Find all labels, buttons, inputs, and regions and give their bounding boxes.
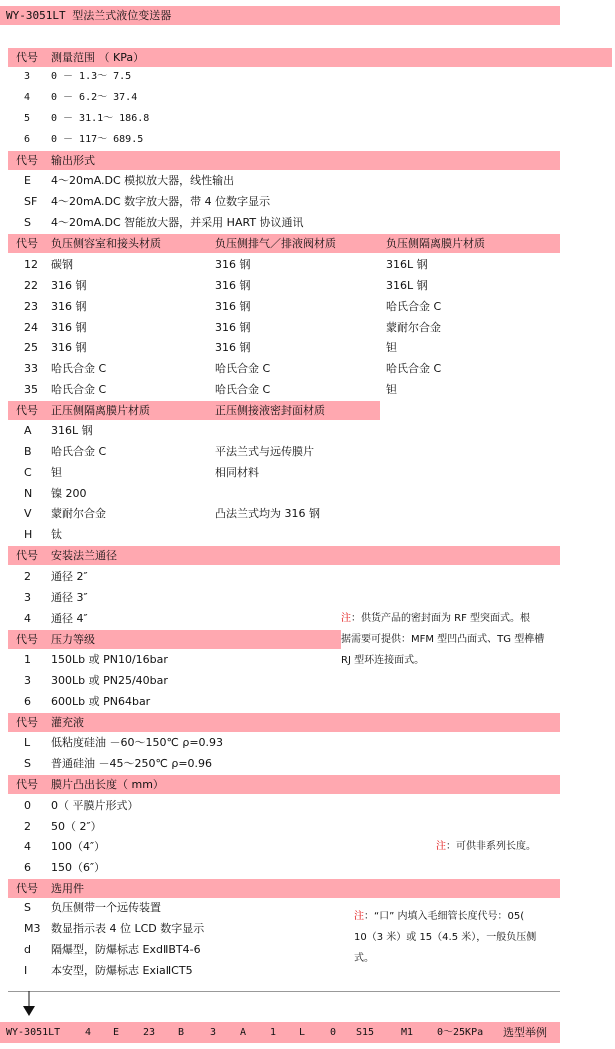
header-pos-diaphragm: 正压侧隔离膜片材质 bbox=[51, 404, 150, 417]
code-cell: 5 bbox=[24, 113, 31, 124]
code-cell: 3 bbox=[24, 71, 31, 82]
note-line: 10（3 米）或 15（4.5 米），一般负压侧 bbox=[354, 932, 537, 943]
example-bar bbox=[0, 1022, 560, 1043]
section-header-positive-side bbox=[8, 401, 380, 420]
header-neg-diaphragm: 负压侧隔离膜片材质 bbox=[386, 237, 485, 250]
code-cell: 24 bbox=[24, 321, 38, 334]
header-code: 代号 bbox=[16, 404, 38, 417]
header-output: 输出形式 bbox=[51, 154, 95, 167]
example-code: 4 bbox=[85, 1027, 92, 1038]
value-cell: 4～20mA.DC 模拟放大器，线性输出 bbox=[51, 174, 235, 187]
example-code: 0 bbox=[330, 1027, 337, 1038]
code-cell: 0 bbox=[24, 799, 31, 812]
example-code: L bbox=[299, 1027, 306, 1038]
header-code: 代号 bbox=[16, 237, 38, 250]
example-code: M1 bbox=[401, 1027, 414, 1038]
code-cell: A bbox=[24, 424, 32, 437]
header-code: 代号 bbox=[16, 154, 38, 167]
value-cell: 150Lb 或 PN10/16bar bbox=[51, 653, 168, 666]
value-cell: 316 钢 bbox=[215, 321, 251, 334]
value-cell: 316 钢 bbox=[215, 300, 251, 313]
code-cell: 22 bbox=[24, 279, 38, 292]
value-cell: 凸法兰式均为 316 钢 bbox=[215, 507, 320, 520]
value-cell: 哈氏合金 C bbox=[215, 362, 271, 375]
note-mark: 注 bbox=[354, 911, 364, 922]
value-cell: 低粘度硅油 －60～150℃ ρ=0.93 bbox=[51, 736, 224, 749]
value-cell: 316 钢 bbox=[51, 300, 87, 313]
header-extension: 膜片凸出长度（ mm） bbox=[51, 778, 164, 791]
code-cell: 4 bbox=[24, 92, 31, 103]
value-cell: 0（ 平膜片形式） bbox=[51, 799, 139, 812]
page-title: WY-3051LT 型法兰式液位变送器 bbox=[6, 9, 172, 22]
code-cell: d bbox=[24, 943, 31, 956]
value-cell: 碳钢 bbox=[51, 258, 73, 271]
header-range: 测量范围 （ KPa） bbox=[51, 51, 145, 64]
value-cell: 600Lb 或 PN64bar bbox=[51, 695, 151, 708]
note-mark: 注 bbox=[436, 841, 446, 852]
note-options bbox=[354, 907, 560, 971]
note-flange bbox=[341, 609, 560, 673]
value-cell: 数显指示表 4 位 LCD 数字显示 bbox=[51, 922, 205, 935]
example-code: B bbox=[178, 1027, 185, 1038]
value-cell: 316 钢 bbox=[51, 321, 87, 334]
value-cell: 哈氏合金 C bbox=[51, 383, 107, 396]
code-cell: 2 bbox=[24, 820, 31, 833]
value-cell: 钽 bbox=[51, 466, 62, 479]
note-line: 式。 bbox=[354, 953, 374, 964]
value-cell: 316 钢 bbox=[215, 258, 251, 271]
value-cell: 316 钢 bbox=[51, 279, 87, 292]
value-cell: 100（4″） bbox=[51, 840, 106, 853]
header-code: 代号 bbox=[16, 633, 38, 646]
code-cell: 1 bbox=[24, 653, 31, 666]
code-cell: V bbox=[24, 507, 32, 520]
code-cell: S bbox=[24, 216, 31, 229]
value-cell: 本安型，防爆标志 ExiaⅡCT5 bbox=[51, 964, 193, 977]
value-cell: 150（6″） bbox=[51, 861, 106, 874]
value-cell: 钽 bbox=[386, 341, 397, 354]
value-cell: 哈氏合金 C bbox=[51, 445, 107, 458]
header-options: 选用件 bbox=[51, 882, 84, 895]
note-mark: 注 bbox=[341, 613, 351, 624]
example-code: 1 bbox=[270, 1027, 277, 1038]
header-flange: 安装法兰通径 bbox=[51, 549, 117, 562]
code-cell: 6 bbox=[24, 861, 31, 874]
code-cell: 12 bbox=[24, 258, 38, 271]
value-cell: 通径 2″ bbox=[51, 570, 88, 583]
header-pressure: 压力等级 bbox=[51, 633, 95, 646]
value-cell: 蒙耐尔合金 bbox=[386, 321, 441, 334]
code-cell: E bbox=[24, 174, 31, 187]
value-cell: 4～20mA.DC 数字放大器，带 4 位数字显示 bbox=[51, 195, 271, 208]
value-cell: 哈氏合金 C bbox=[215, 383, 271, 396]
note-line: ：“口” 内填入毛细管长度代号：05( bbox=[364, 911, 525, 922]
value-cell: 316L 钢 bbox=[386, 258, 428, 271]
example-range: 0～25KPa bbox=[437, 1027, 484, 1038]
code-cell: I bbox=[24, 964, 28, 977]
code-cell: 35 bbox=[24, 383, 38, 396]
code-cell: SF bbox=[24, 195, 38, 208]
code-cell: 25 bbox=[24, 341, 38, 354]
value-cell: 平法兰式与远传膜片 bbox=[215, 445, 314, 458]
section-header-options bbox=[8, 879, 560, 898]
value-cell: 0 － 117～ 689.5 bbox=[51, 134, 144, 145]
value-cell: 0 － 6.2～ 37.4 bbox=[51, 92, 138, 103]
value-cell: 316L 钢 bbox=[386, 279, 428, 292]
note-line: ：供货产品的密封面为 RF 型突面式。根 bbox=[351, 613, 531, 624]
value-cell: 316 钢 bbox=[215, 341, 251, 354]
section-header-pressure bbox=[8, 630, 341, 649]
code-cell: 3 bbox=[24, 591, 31, 604]
code-cell: S bbox=[24, 901, 31, 914]
header-code: 代号 bbox=[16, 716, 38, 729]
header-neg-valve: 负压侧排气／排液阀材质 bbox=[215, 237, 336, 250]
value-cell: 300Lb 或 PN25/40bar bbox=[51, 674, 168, 687]
code-cell: 6 bbox=[24, 695, 31, 708]
section-header-negative-side bbox=[8, 234, 560, 253]
value-cell: 316L 钢 bbox=[51, 424, 93, 437]
code-cell: 6 bbox=[24, 134, 31, 145]
value-cell: 普通硅油 －45～250℃ ρ=0.96 bbox=[51, 757, 213, 770]
header-code: 代号 bbox=[16, 51, 38, 64]
code-cell: L bbox=[24, 736, 31, 749]
example-code: 23 bbox=[143, 1027, 156, 1038]
value-cell: 哈氏合金 C bbox=[386, 300, 442, 313]
value-cell: 镍 200 bbox=[51, 487, 87, 500]
example-code: S15 bbox=[356, 1027, 375, 1038]
divider bbox=[8, 991, 560, 992]
header-code: 代号 bbox=[16, 549, 38, 562]
value-cell: 0 － 31.1～ 186.8 bbox=[51, 113, 150, 124]
value-cell: 隔爆型，防爆标志 ExdⅡBT4-6 bbox=[51, 943, 201, 956]
note-line: ：可供非系列长度。 bbox=[446, 841, 536, 852]
value-cell: 316 钢 bbox=[51, 341, 87, 354]
value-cell: 钛 bbox=[51, 528, 62, 541]
section-header-flange bbox=[8, 546, 560, 565]
example-label: 选型举例 bbox=[503, 1026, 547, 1039]
code-cell: 23 bbox=[24, 300, 38, 313]
value-cell: 蒙耐尔合金 bbox=[51, 507, 106, 520]
code-cell: 4 bbox=[24, 840, 31, 853]
note-line: 据需要可提供：MFM 型凹凸面式、TG 型榫槽 bbox=[341, 634, 545, 645]
value-cell: 哈氏合金 C bbox=[51, 362, 107, 375]
header-code: 代号 bbox=[16, 778, 38, 791]
note-line: RJ 型环连接面式。 bbox=[341, 655, 425, 666]
arrow-down-icon bbox=[22, 991, 36, 1017]
code-cell: C bbox=[24, 466, 32, 479]
header-code: 代号 bbox=[16, 882, 38, 895]
note-extension bbox=[436, 837, 536, 857]
example-model: WY-3051LT bbox=[6, 1027, 61, 1038]
example-code: A bbox=[240, 1027, 247, 1038]
title-bar bbox=[0, 6, 560, 25]
value-cell: 通径 4″ bbox=[51, 612, 88, 625]
code-cell: 4 bbox=[24, 612, 31, 625]
value-cell: 相同材料 bbox=[215, 466, 259, 479]
code-cell: 33 bbox=[24, 362, 38, 375]
example-code: E bbox=[113, 1027, 120, 1038]
value-cell: 哈氏合金 C bbox=[386, 362, 442, 375]
value-cell: 负压侧带一个远传装置 bbox=[51, 901, 161, 914]
header-pos-seal: 正压侧接液密封面材质 bbox=[215, 404, 325, 417]
value-cell: 4～20mA.DC 智能放大器，并采用 HART 协议通讯 bbox=[51, 216, 304, 229]
section-header-extension bbox=[8, 775, 560, 794]
value-cell: 316 钢 bbox=[215, 279, 251, 292]
code-cell: N bbox=[24, 487, 33, 500]
value-cell: 钽 bbox=[386, 383, 397, 396]
header-neg-chamber: 负压侧容室和接头材质 bbox=[51, 237, 161, 250]
code-cell: S bbox=[24, 757, 31, 770]
code-cell: M3 bbox=[24, 922, 41, 935]
code-cell: H bbox=[24, 528, 33, 541]
code-cell: B bbox=[24, 445, 32, 458]
value-cell: 通径 3″ bbox=[51, 591, 88, 604]
example-code: 3 bbox=[210, 1027, 217, 1038]
code-cell: 2 bbox=[24, 570, 31, 583]
section-header-range bbox=[8, 48, 612, 67]
value-cell: 50（ 2″） bbox=[51, 820, 102, 833]
header-fill: 灌充液 bbox=[51, 716, 84, 729]
section-header-fill bbox=[8, 713, 560, 732]
section-header-output bbox=[8, 151, 560, 170]
value-cell: 0 － 1.3～ 7.5 bbox=[51, 71, 132, 82]
code-cell: 3 bbox=[24, 674, 31, 687]
